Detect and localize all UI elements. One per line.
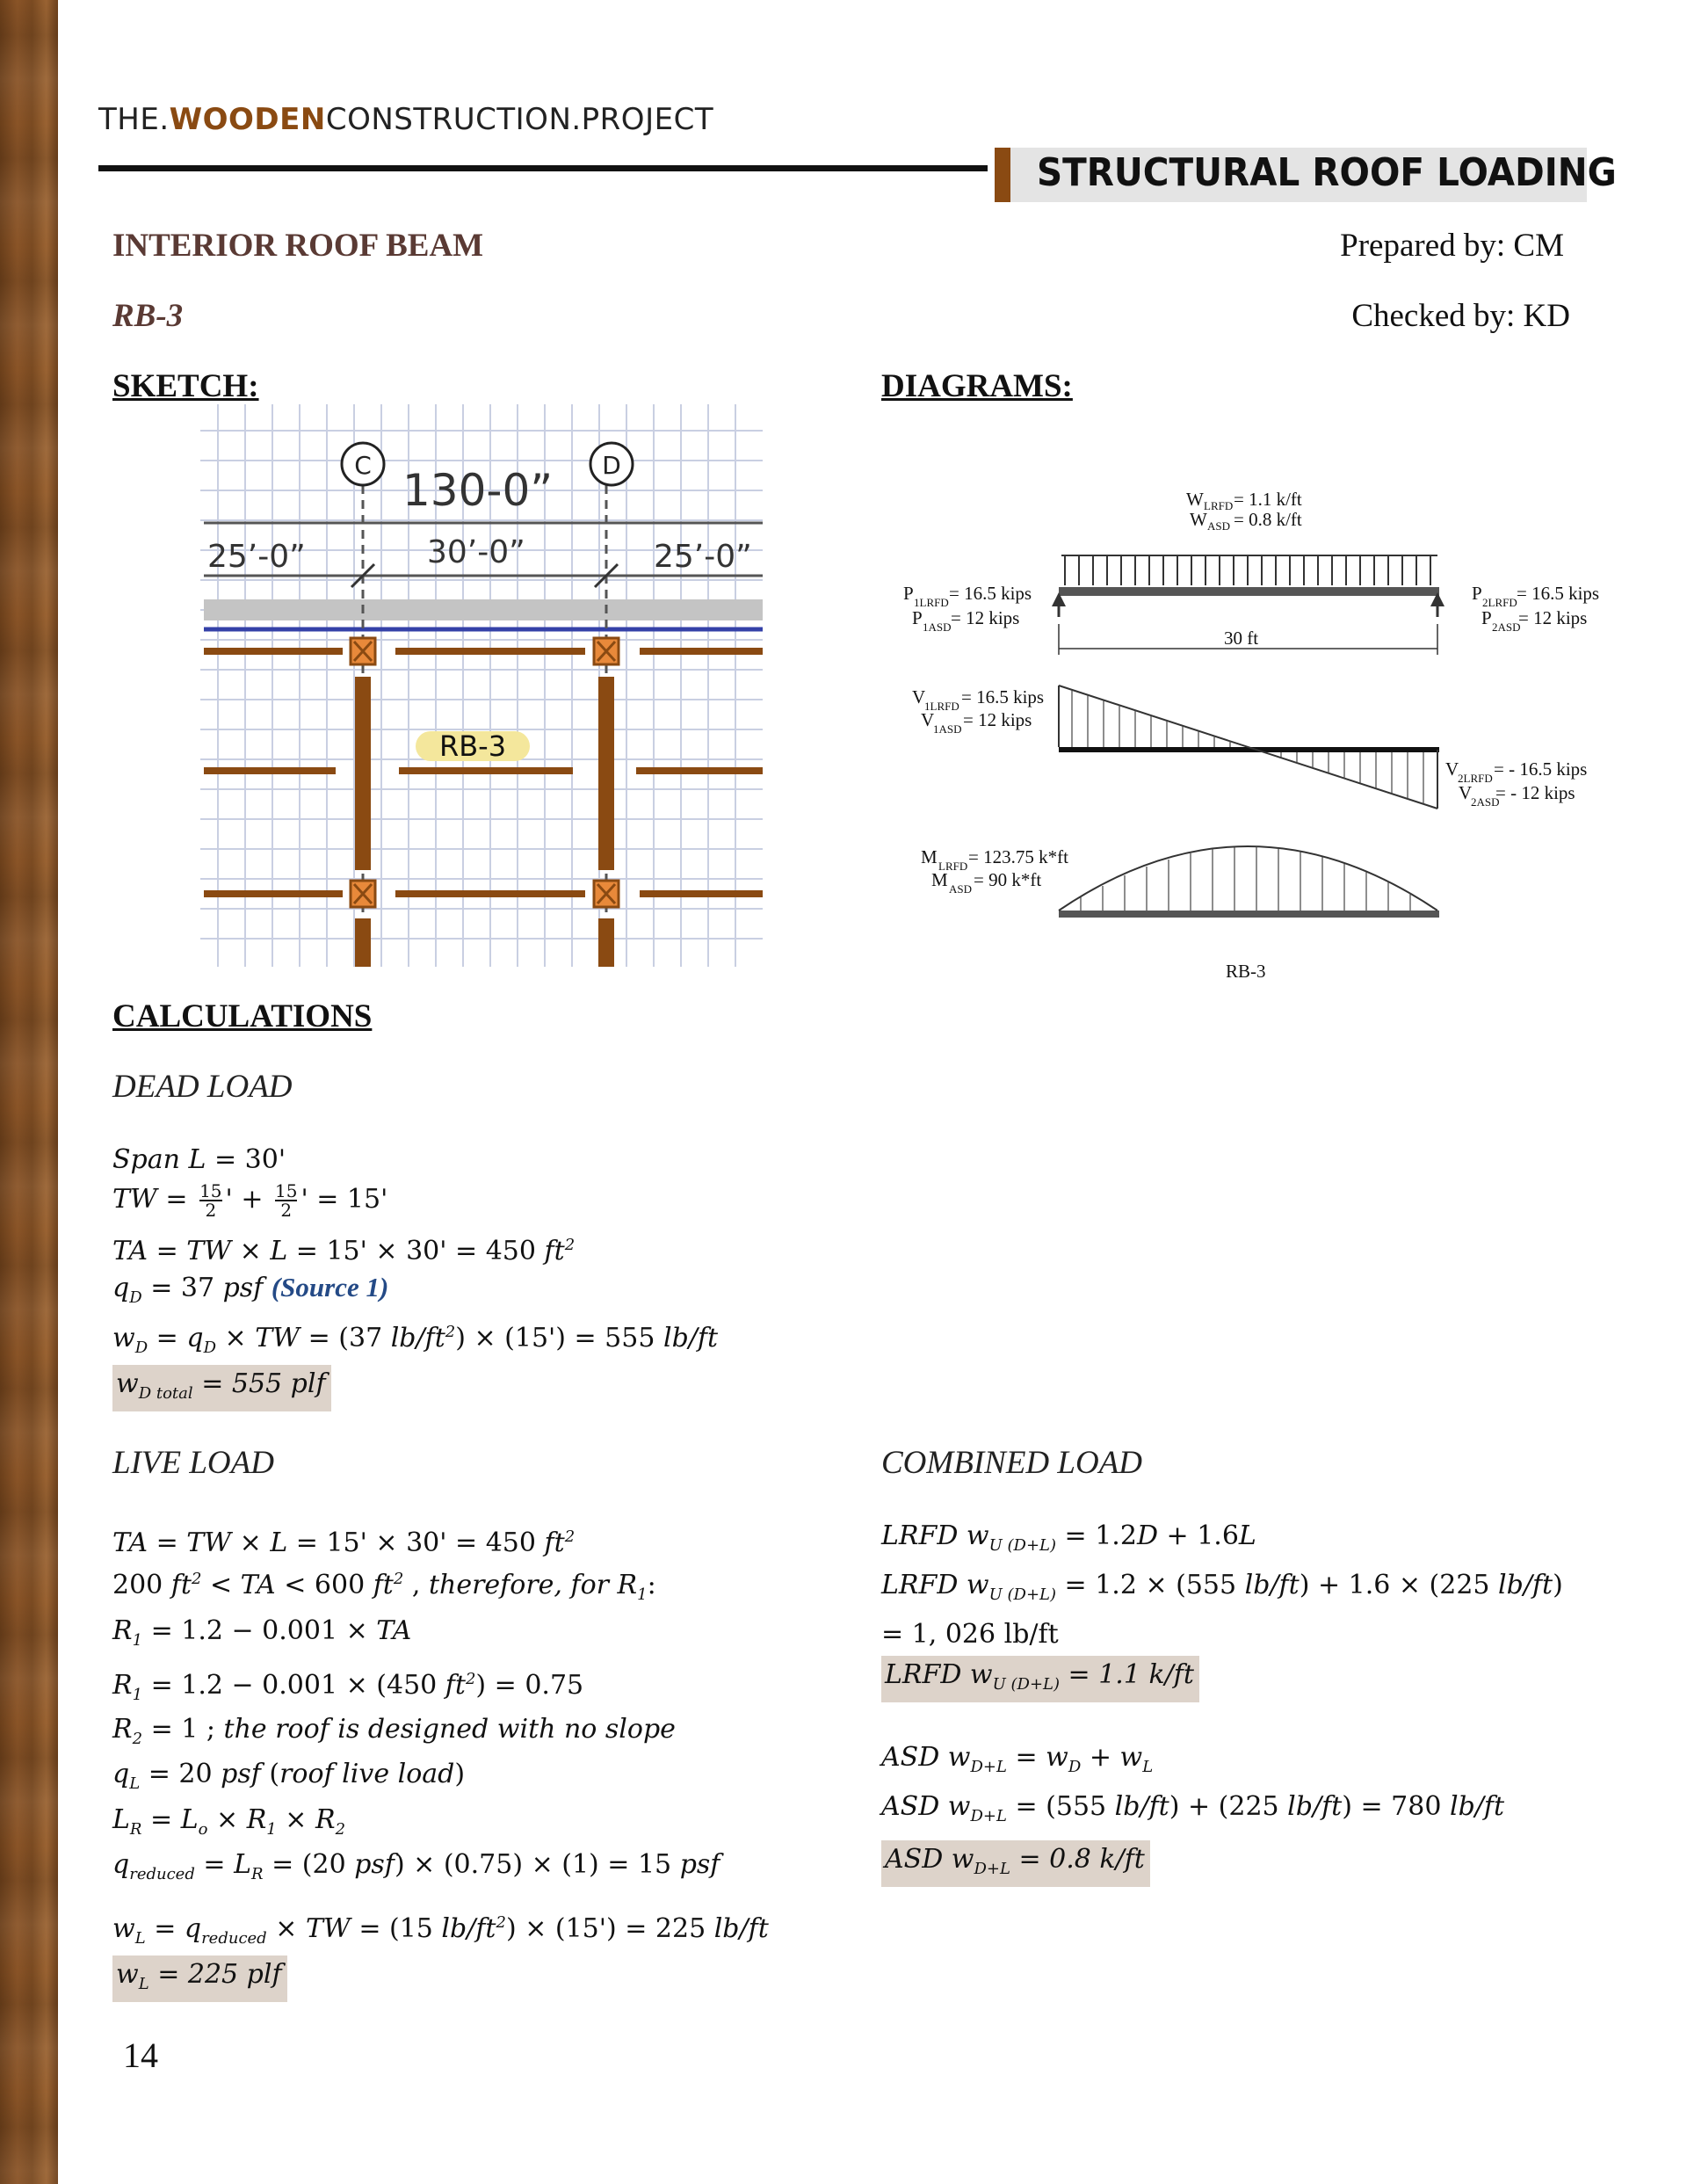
svg-text:1LRFD: 1LRFD (924, 700, 959, 713)
combined-eq-lrfd-value: LRFD $w_{U (D+L)} = 1.2 \times (555$ lb/ft) + 1.6 × (225 lb/ft) (881, 1570, 1563, 1604)
svg-text:V: V (1445, 758, 1459, 780)
svg-text:1ASD: 1ASD (923, 620, 952, 634)
dead-load-total: $w_{D total} = 555$ plf (112, 1365, 331, 1411)
combined-eq-lrfd: LRFD $w_{U (D+L)} = 1.2D + 1.6L$ (881, 1520, 1256, 1555)
source-citation: (Source 1) (271, 1272, 389, 1302)
v2-lrfd-label: = - 16.5 kips (1494, 758, 1588, 780)
live-eq-wl: $w_L = q_{reduced}$ × TW = (15 $lb/ft^2) \times (15') = 225$ lb/ft (112, 1913, 769, 1948)
svg-text:1LRFD: 1LRFD (914, 596, 949, 609)
p1-lrfd-label: = 16.5 kips (949, 583, 1032, 604)
svg-text:M: M (931, 869, 948, 890)
v1-lrfd-label: = 16.5 kips (961, 686, 1045, 707)
beam-label: RB-3 (438, 729, 507, 763)
dead-eq-tw: TW = $\frac{15}{2}$ ' + $\frac{15}{2}$ ' = 15' (112, 1180, 388, 1221)
v2-asd-label: = - 12 kips (1495, 782, 1575, 803)
svg-text:V: V (912, 686, 926, 707)
svg-text:V: V (1459, 782, 1473, 803)
overall-dimension: 130-0” (402, 465, 554, 516)
framing-sketch (200, 404, 771, 967)
moment-hatch (1081, 846, 1410, 911)
sketch-roof-edge (204, 599, 763, 620)
live-eq-ql: $q_L = 20$ psf (roof live load) (112, 1759, 466, 1793)
checked-by: Checked by: KD (1351, 298, 1570, 334)
prepared-by: Prepared by: CM (1340, 228, 1564, 264)
svg-text:V: V (921, 709, 935, 730)
combined-lrfd-total: LRFD $w_{U (D+L)} = 1.1$ k/ft (881, 1656, 1199, 1702)
dimension-mid: 30’-0” (427, 534, 525, 570)
live-load-heading: LIVE LOAD (112, 1445, 274, 1481)
combined-lrfd-result: = 1, 026 lb/ft (881, 1619, 1059, 1650)
live-eq-r1-value: $R_1 = 1.2 - 0.001 \times (450$ $ft^2) = 0.75$ (112, 1670, 584, 1704)
dead-eq-ta: TA = TW × L = 15' × 30' = 450 $ft^2$ (112, 1236, 576, 1266)
svg-text:P: P (912, 607, 923, 628)
dead-eq-wd: $w_D = q_D$ × TW = (37 $lb/ft^2) \times (15') = 555$ lb/ft (112, 1323, 719, 1357)
svg-text:2LRFD: 2LRFD (1458, 772, 1493, 785)
moment-baseline (1059, 911, 1439, 918)
w-asd-label: = 0.8 k/ft (1234, 509, 1302, 530)
live-eq-r1: $R_1 = 1.2 - 0.001$ × TA (112, 1615, 412, 1650)
live-eq-lr: $L_R = L_o \times R_1 \times R_2$ (112, 1804, 346, 1839)
diagrams-heading: DIAGRAMS: (881, 368, 1073, 404)
header-rule (98, 165, 988, 171)
svg-text:LRFD: LRFD (1204, 499, 1234, 512)
svg-text:2ASD: 2ASD (1471, 795, 1500, 809)
live-eq-r2: $R_2 = 1$ ; the roof is designed with no slope (112, 1714, 676, 1748)
dead-eq-span: Span L = 30' (112, 1144, 286, 1175)
dead-load-heading: DEAD LOAD (112, 1069, 293, 1105)
dead-eq-qd: $q_D = 37$ psf (Source 1) (112, 1272, 389, 1307)
svg-text:W: W (1190, 509, 1207, 530)
svg-text:W: W (1186, 489, 1204, 510)
live-eq-ta-range: 200 $ft^2$ < TA < 600 $ft^2$ , therefore, for $R_1$: (112, 1570, 656, 1604)
beam-line (1059, 587, 1439, 596)
section-title: STRUCTURAL ROOF LOADING (1037, 150, 1617, 195)
span-label: 30 ft (1224, 628, 1259, 649)
svg-text:P: P (903, 583, 914, 604)
sketch-beams (204, 648, 763, 967)
combined-load-heading: COMBINED LOAD (881, 1445, 1143, 1481)
svg-text:P: P (1472, 583, 1482, 604)
load-diagrams (879, 483, 1617, 993)
live-load-total: $w_L = 225$ plf (112, 1955, 287, 2002)
dimension-right: 25’-0” (654, 539, 752, 575)
brand-logo: THE.WOODENCONSTRUCTION.PROJECT (98, 102, 714, 137)
svg-text:2LRFD: 2LRFD (1482, 596, 1517, 609)
combined-eq-asd: ASD $w_{D+L} = w_D + w_L$ (881, 1742, 1154, 1776)
w-lrfd-label: = 1.1 k/ft (1234, 489, 1302, 510)
member-type: INTERIOR ROOF BEAM (112, 228, 484, 264)
grid-label-c: C (354, 451, 372, 480)
wood-texture-sidebar (0, 0, 58, 2184)
member-id: RB-3 (112, 298, 184, 334)
combined-asd-total: ASD $w_{D+L} = 0.8$ k/ft (881, 1840, 1150, 1887)
dimension-left: 25’-0” (207, 539, 306, 575)
live-eq-ta: TA = TW × L = 15' × 30' = 450 $ft^2$ (112, 1527, 576, 1558)
p2-asd-label: = 12 kips (1518, 607, 1588, 628)
grid-label-d: D (602, 451, 621, 480)
p2-lrfd-label: = 16.5 kips (1517, 583, 1600, 604)
calculations-heading: CALCULATIONS (112, 998, 373, 1034)
svg-text:M: M (921, 846, 938, 867)
svg-text:P: P (1481, 607, 1492, 628)
v1-asd-label: = 12 kips (963, 709, 1032, 730)
diagram-caption: RB-3 (1226, 961, 1266, 982)
combined-eq-asd-value: ASD $w_{D+L} = (555$ lb/ft) + (225 lb/ft) = 780 lb/ft (881, 1791, 1505, 1825)
svg-text:LRFD: LRFD (938, 860, 968, 873)
svg-text:2ASD: 2ASD (1492, 620, 1521, 634)
live-eq-qreduced: $q_{reduced} = L_R = (20$ psf) × (0.75) × (1) = 15 psf (112, 1849, 720, 1883)
page-number: 14 (123, 2035, 158, 2075)
m-asd-label: = 90 k*ft (974, 869, 1042, 890)
p1-asd-label: = 12 kips (951, 607, 1020, 628)
svg-text:1ASD: 1ASD (933, 722, 962, 736)
distributed-load-arrows (1061, 555, 1437, 585)
svg-text:ASD: ASD (1207, 519, 1231, 533)
moment-curve (1059, 846, 1437, 911)
svg-text:ASD: ASD (949, 882, 973, 896)
m-lrfd-label: = 123.75 k*ft (968, 846, 1068, 867)
sketch-heading: SKETCH: (112, 368, 259, 404)
